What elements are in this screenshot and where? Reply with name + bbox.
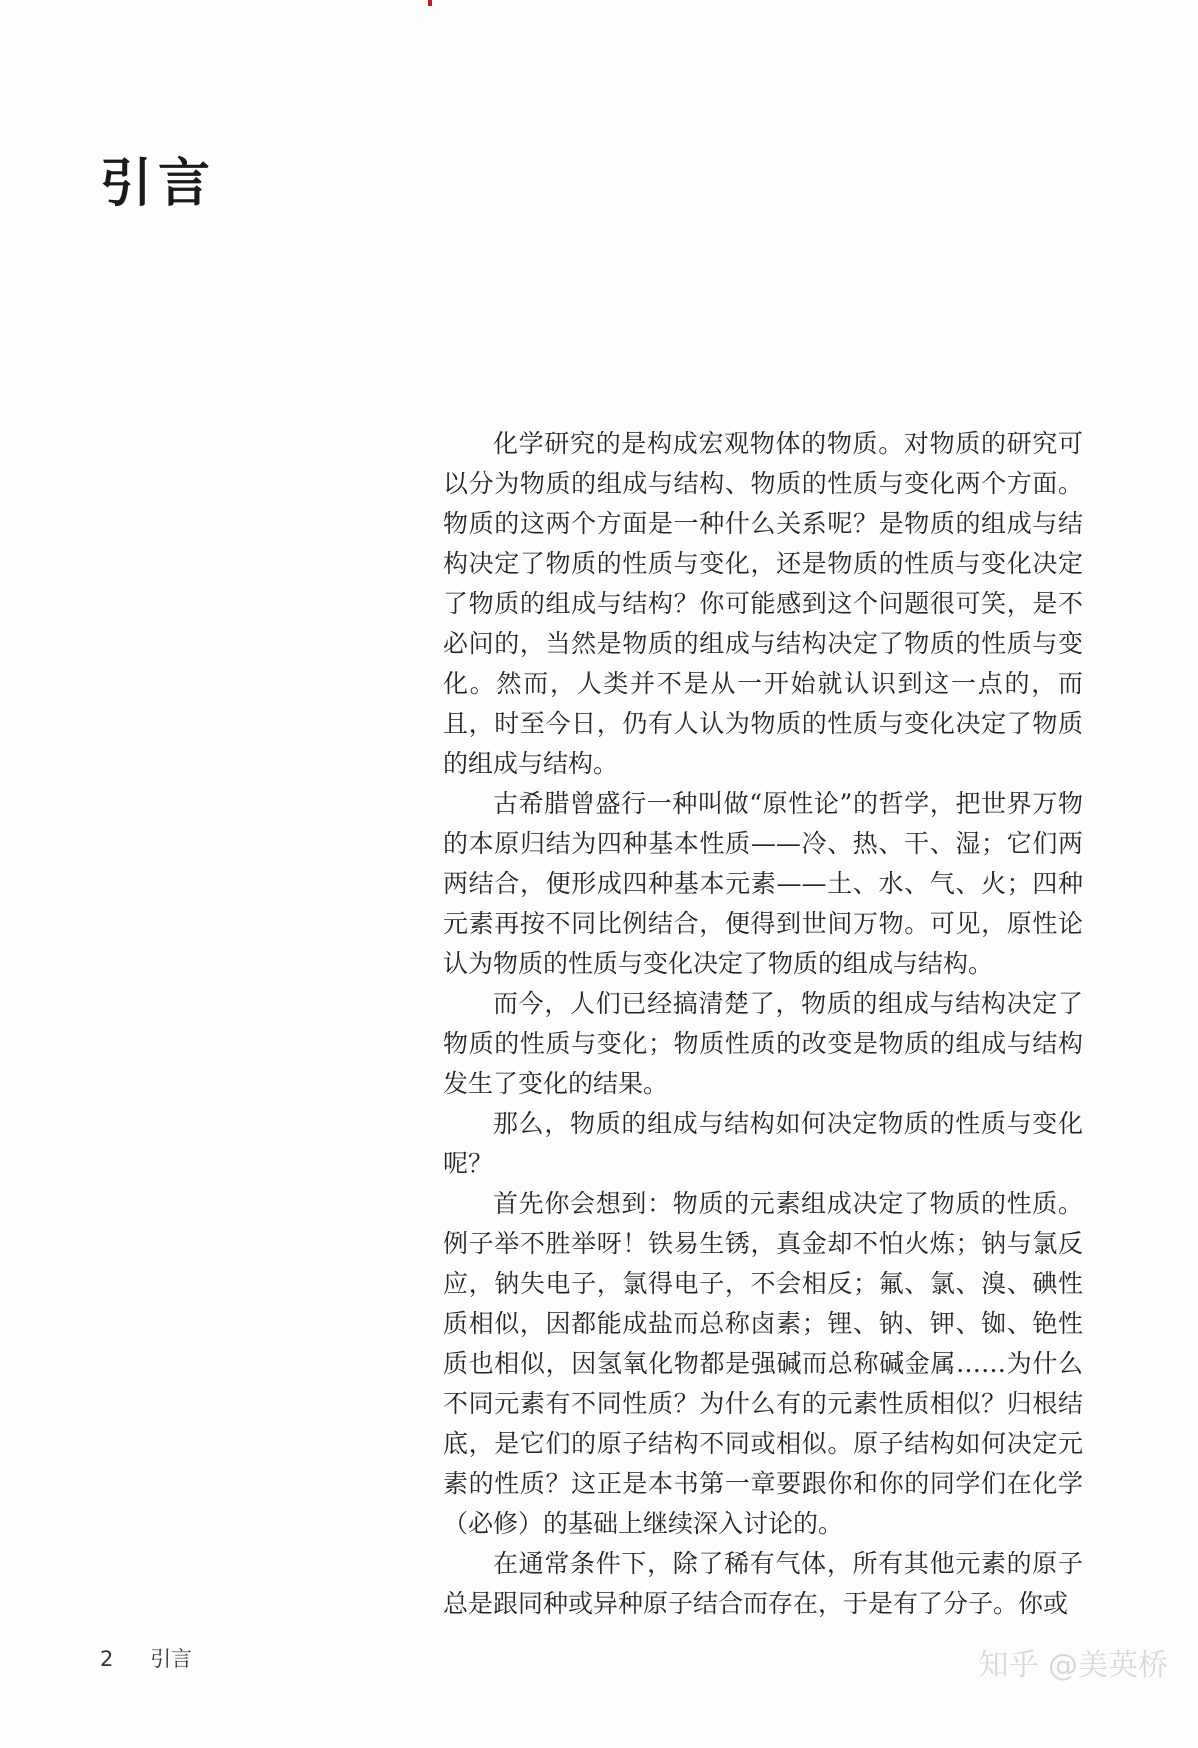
paragraph-6: 在通常条件下，除了稀有气体，所有其他元素的原子总是跟同种或异种原子结合而存在，于是有了分子。你或 <box>443 1549 1083 1618</box>
paragraph-3: 而今，人们已经搞清楚了，物质的组成与结构决定了物质的性质与变化；物质性质的改变是物质的组成与结构发生了变化的结果。 <box>443 989 1083 1098</box>
paragraph-5: 首先你会想到：物质的元素组成决定了物质的性质。例子举不胜举呀！铁易生锈，真金却不怕火炼；钠与氯反应，钠失电子，氯得电子，不会相反；氟、氯、溴、碘性质相似，因都能成盐而总称卤素；锂、钠、钾、铷、铯性质也相似，因氢氧化物都是强碱而总称碱金属……为什么不同元素有不同性质？为什么有的元素性质相似？归根结底，是它们的原子结构不同或相似。原子结构如何决定元素的性质？这正是本书第一章要跟你和你的同学们在化学（必修）的基础上继续深入讨论的。 <box>443 1189 1083 1538</box>
body-text <box>443 424 1083 1624</box>
footer-section-label: 引言 <box>150 1647 193 1671</box>
top-crop-mark <box>428 0 432 6</box>
paragraph-2: 古希腊曾盛行一种叫做“原性论”的哲学，把世界万物的本原归结为四种基本性质——冷、热、干、湿；它们两两结合，便形成四种基本元素——土、水、气、火；四种元素再按不同比例结合，便得到世间万物。可见，原性论认为物质的性质与变化决定了物质的组成与结构。 <box>443 789 1083 978</box>
paragraph-1: 化学研究的是构成宏观物体的物质。对物质的研究可以分为物质的组成与结构、物质的性质与变化两个方面。物质的这两个方面是一种什么关系呢？是物质的组成与结构决定了物质的性质与变化，还是物质的性质与变化决定了物质的组成与结构？你可能感到这个问题很可笑，是不必问的，当然是物质的组成与结构决定了物质的性质与变化。然而，人类并不是从一开始就认识到这一点的，而且，时至今日，仍有人认为物质的性质与变化决定了物质的组成与结构。 <box>443 429 1083 778</box>
page-number: 2 <box>100 1647 114 1671</box>
page-footer <box>100 1643 192 1673</box>
watermark: 知乎 @美英桥 <box>978 1648 1168 1683</box>
page-title: 引言 <box>100 153 217 214</box>
paragraph-4: 那么，物质的组成与结构如何决定物质的性质与变化呢？ <box>443 1109 1083 1178</box>
